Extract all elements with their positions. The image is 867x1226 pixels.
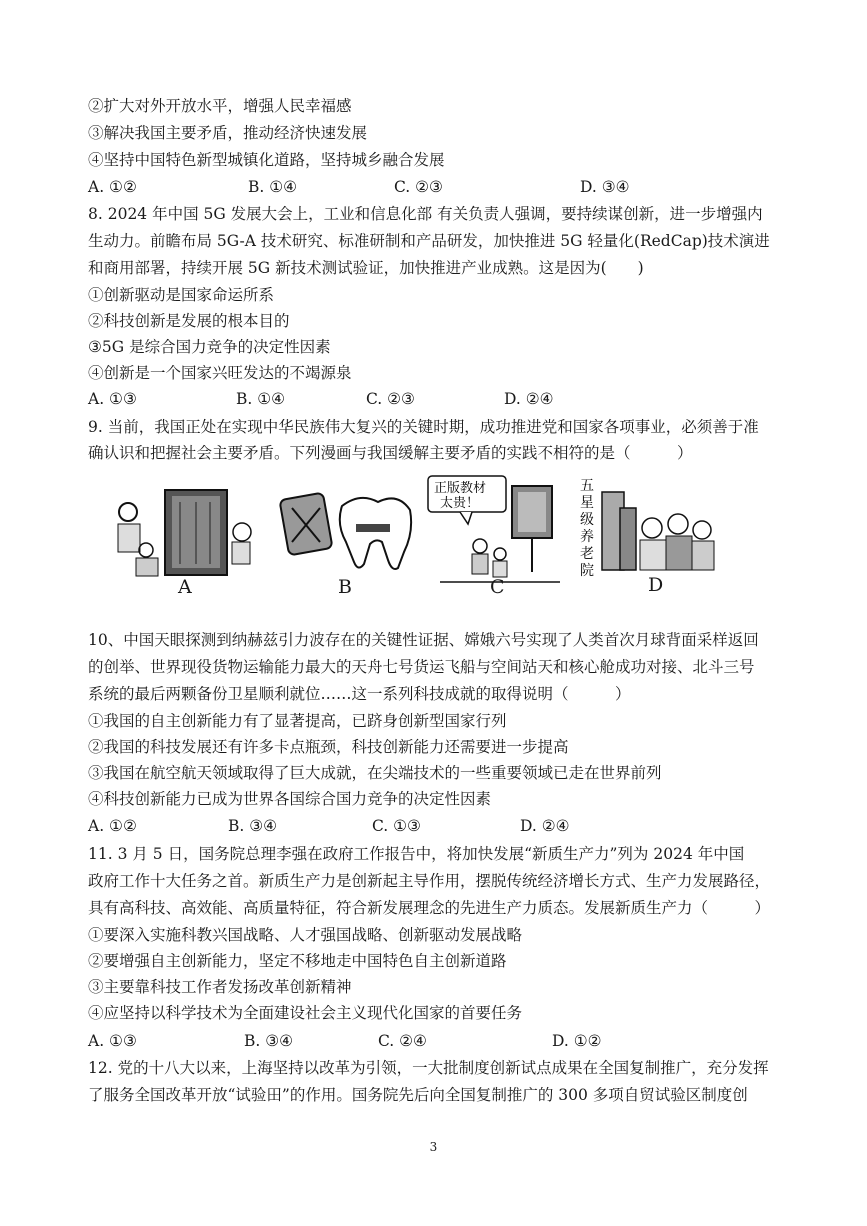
q11-option-4: ④应坚持以科学技术为全面建设社会主义现代化国家的首要任务 — [88, 1004, 523, 1022]
choice-b: B. ③④ — [228, 817, 278, 835]
q8-option-3: ③5G 是综合国力竞争的决定性因素 — [88, 338, 331, 356]
choice-d: D. ③④ — [580, 178, 630, 196]
sign-char-1: 五 — [580, 478, 594, 494]
q10-stem-line-1: 10、中国天眼探测到纳赫兹引力波存在的关键性证据、嫦娥六号实现了人类首次月球背面采样返回 — [88, 631, 759, 649]
q10-option-4: ④科技创新能力已成为世界各国综合国力竞争的决定性因素 — [88, 790, 492, 808]
q8-option-2: ②科技创新是发展的根本目的 — [88, 312, 290, 330]
q7-option-3: ③解决我国主要矛盾，推动经济快速发展 — [88, 124, 368, 142]
q8-stem-line-1: 8. 2024 年中国 5G 发展大会上，工业和信息化部 有关负责人强调，要持续谋创新，进一步增强内 — [88, 205, 763, 223]
cartoon-label-c: C — [490, 576, 505, 598]
cartoon-label-a: A — [178, 576, 192, 598]
q8-option-1: ①创新驱动是国家命运所系 — [88, 286, 275, 304]
q10-stem-line-3: 系统的最后两颗备份卫星顺利就位……这一系列科技成就的取得说明（ ） — [88, 685, 631, 703]
q11-stem-line-3: 具有高科技、高效能、高质量特征，符合新发展理念的先进生产力质态。发展新质生产力（ ） — [88, 899, 771, 917]
choice-c: C. ②④ — [378, 1032, 427, 1050]
bubble-line-1: 正版教材 — [434, 481, 487, 496]
choice-d: D. ②④ — [520, 817, 570, 835]
q11-option-1: ①要深入实施科教兴国战略、人才强国战略、创新驱动发展战略 — [88, 926, 523, 944]
sign-char-2: 星 — [580, 495, 594, 511]
q9-cartoon-strip — [100, 472, 720, 602]
q8-stem-line-3: 和商用部署，持续开展 5G 新技术测试验证，加快推进产业成熟。这是因为( ) — [88, 259, 644, 277]
q9-stem-line-2: 确认识和把握社会主要矛盾。下列漫画与我国缓解主要矛盾的实践不相符的是（ ） — [88, 444, 693, 462]
q8-stem-line-2: 生动力。前瞻布局 5G-A 技术研究、标准研制和产品研发，加快推进 5G 轻量化(RedCap)技术演进 — [88, 232, 770, 250]
q7-option-4: ④坚持中国特色新型城镇化道路，坚持城乡融合发展 — [88, 151, 445, 169]
choice-d: D. ②④ — [504, 390, 554, 408]
choice-a: A. ①③ — [88, 1032, 137, 1050]
choice-c: C. ②③ — [394, 178, 443, 196]
choice-c: C. ②③ — [366, 390, 415, 408]
q10-answer-choices — [88, 816, 788, 836]
q10-stem-line-2: 的创举、世界现役货物运输能力最大的天舟七号货运飞船与空间站天和核心舱成功对接、北斗三号 — [88, 658, 755, 676]
choice-c: C. ①③ — [372, 817, 421, 835]
cartoon-d-image — [570, 472, 720, 602]
q8-answer-choices — [88, 389, 788, 409]
q11-option-3: ③主要靠科技工作者发扬改革创新精神 — [88, 978, 352, 996]
choice-b: B. ③④ — [244, 1032, 294, 1050]
choice-b: B. ①④ — [248, 178, 298, 196]
cartoon-label-d: D — [648, 574, 664, 596]
sign-char-4: 养 — [580, 529, 594, 545]
choice-b: B. ①④ — [236, 390, 286, 408]
sign-char-3: 级 — [580, 512, 594, 528]
q11-answer-choices — [88, 1031, 788, 1051]
q8-option-4: ④创新是一个国家兴旺发达的不竭源泉 — [88, 364, 352, 382]
sign-char-5: 老 — [580, 546, 594, 562]
choice-a: A. ①③ — [88, 390, 137, 408]
sign-char-6: 院 — [580, 563, 594, 579]
q10-option-2: ②我国的科技发展还有许多卡点瓶颈，科技创新能力还需要进一步提高 — [88, 738, 569, 756]
choice-a: A. ①② — [88, 178, 137, 196]
q7-option-2: ②扩大对外开放水平，增强人民幸福感 — [88, 97, 352, 115]
bubble-line-2: 太贵！ — [440, 496, 480, 511]
q11-stem-line-2: 政府工作十大任务之首。新质生产力是创新起主导作用，摆脱传统经济增长方式、生产力发展路径， — [88, 872, 771, 890]
q7-answer-choices — [88, 177, 788, 197]
page-number: 3 — [429, 1140, 438, 1154]
choice-d: D. ①② — [552, 1032, 602, 1050]
q11-stem-line-1: 11. 3 月 5 日，国务院总理李强在政府工作报告中，将加快发展“新质生产力”列为 2024 年中国 — [88, 845, 745, 863]
q12-stem-line-2: 了服务全国改革开放“试验田”的作用。国务院先后向全国复制推广的 300 多项自贸试验区制度创 — [88, 1086, 748, 1104]
q11-option-2: ②要增强自主创新能力，坚定不移地走中国特色自主创新道路 — [88, 952, 507, 970]
q10-option-1: ①我国的自主创新能力有了显著提高，已跻身创新型国家行列 — [88, 712, 507, 730]
q12-stem-line-1: 12. 党的十八大以来，上海坚持以改革为引领，一大批制度创新试点成果在全国复制推广，充分发挥 — [88, 1059, 769, 1077]
choice-a: A. ①② — [88, 817, 137, 835]
q9-stem-line-1: 9. 当前，我国正处在实现中华民族伟大复兴的关键时期，成功推进党和国家各项事业，必须善于准 — [88, 418, 759, 436]
q10-option-3: ③我国在航空航天领域取得了巨大成就，在尖端技术的一些重要领域已走在世界前列 — [88, 764, 662, 782]
cartoon-label-b: B — [338, 576, 352, 598]
